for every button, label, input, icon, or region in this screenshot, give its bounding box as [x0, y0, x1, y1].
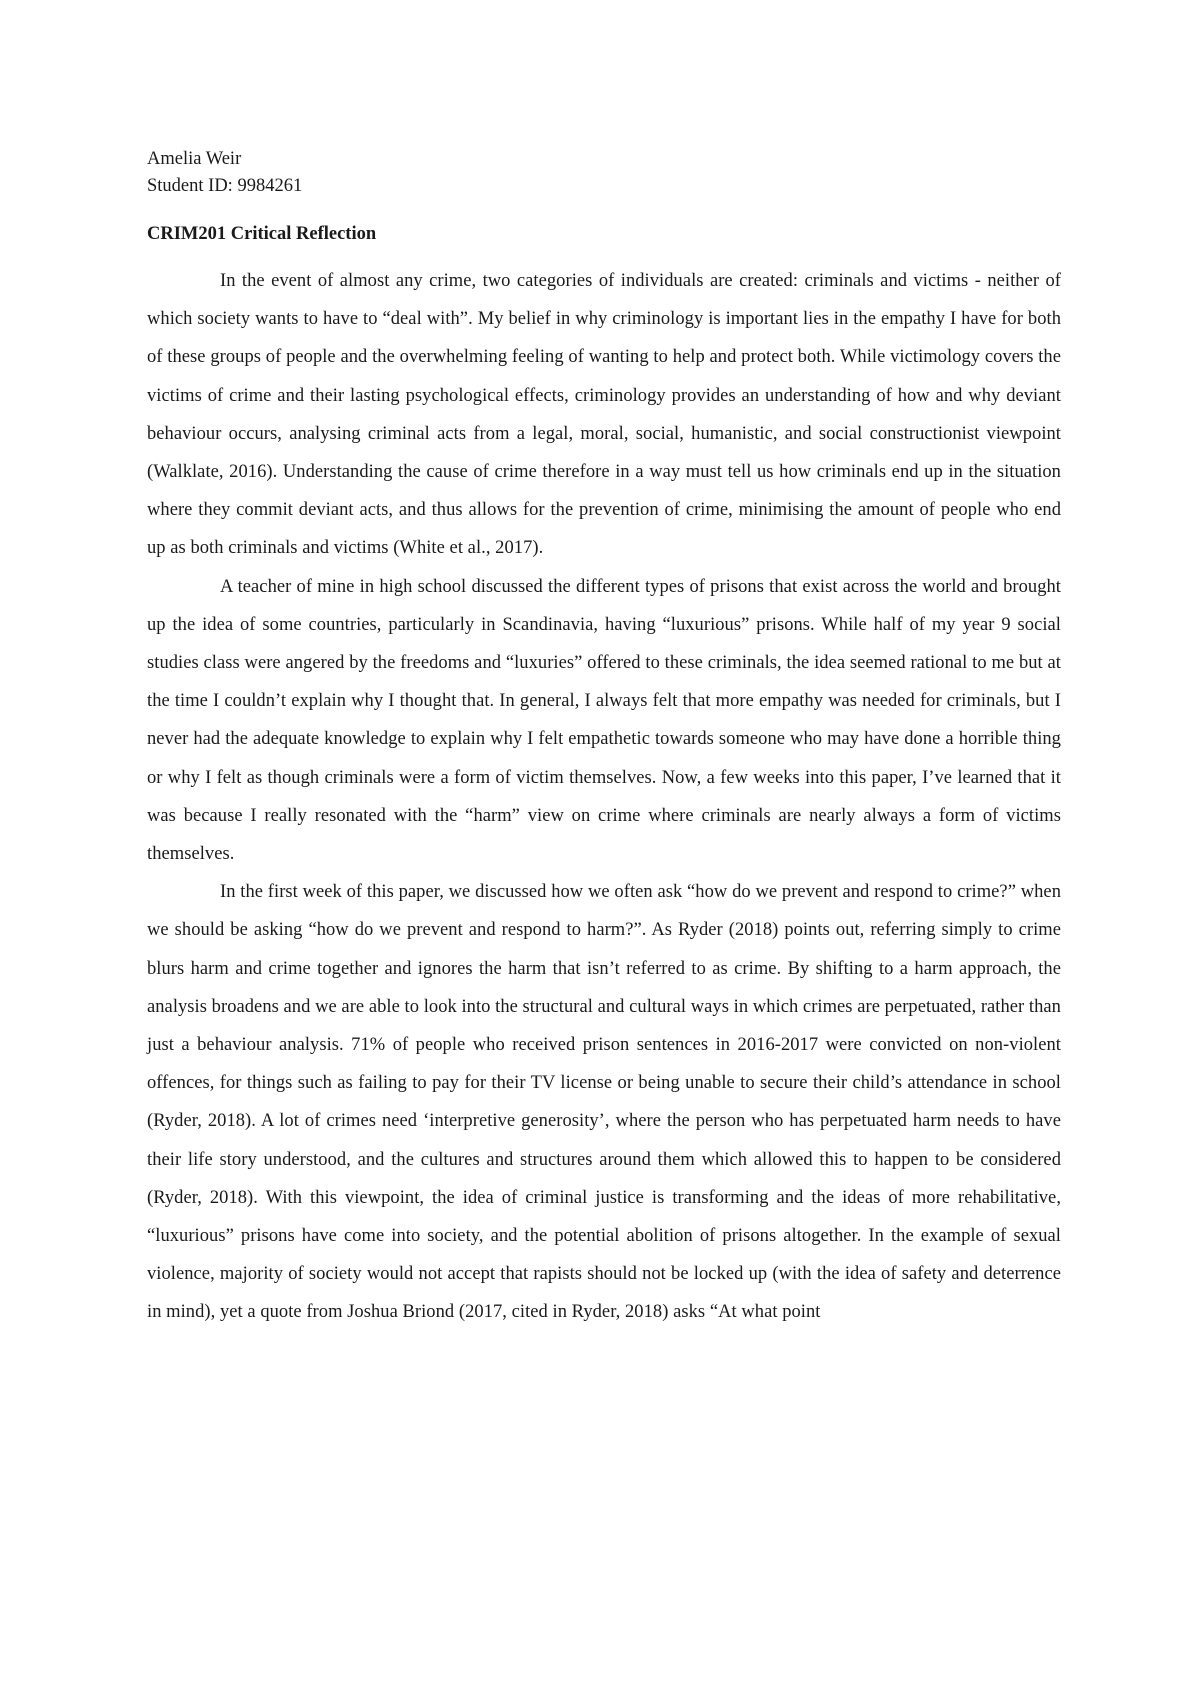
- author-name: Amelia Weir: [147, 149, 242, 169]
- paragraph-2: A teacher of mine in high school discussed the different types of prisons that exist across the world and brought up the idea of some countries, particularly in Scandinavia, having “luxurious” prisons. While half of my year 9 social studies class were angered by the freedoms and “luxuries” offered to these criminals, the idea seemed rational to me but at the time I couldn’t explain why I thought that. In general, I always felt that more empathy was needed for criminals, but I never had the adequate knowledge to explain why I felt empathetic towards someone who may have done a horrible thing or why I felt as though criminals were a form of victim themselves. Now, a few weeks into this paper, I’ve learned that it was because I really resonated with the “harm” view on crime where criminals are nearly always a form of victims themselves.: [147, 576, 1061, 865]
- paragraph-1: In the event of almost any crime, two categories of individuals are created: criminals and victims - neither of which society wants to have to “deal with”. My belief in why criminology is important lies in the empathy I have for both of these groups of people and the overwhelming feeling of wanting to help and protect both. While victimology covers the victims of crime and their lasting psychological effects, criminology provides an understanding of how and why deviant behaviour occurs, analysing criminal acts from a legal, moral, social, humanistic, and social constructionist viewpoint (Walklate, 2016). Understanding the cause of crime therefore in a way must tell us how criminals end up in the situation where they commit deviant acts, and thus allows for the prevention of crime, minimising the amount of people who end up as both criminals and victims (White et al., 2017).: [147, 271, 1061, 559]
- document-title: CRIM201 Critical Reflection: [147, 224, 377, 244]
- paragraph-3: In the first week of this paper, we discussed how we often ask “how do we prevent and respond to crime?” when we should be asking “how do we prevent and respond to harm?”. As Ryder (2018) points out, referring simply to crime blurs harm and crime together and ignores the harm that isn’t referred to as crime. By shifting to a harm approach, the analysis broadens and we are able to look into the structural and cultural ways in which crimes are perpetuated, rather than just a behaviour analysis. 71% of people who received prison sentences in 2016-2017 were convicted on non-violent offences, for things such as failing to pay for their TV license or being unable to secure their child’s attendance in school (Ryder, 2018). A lot of crimes need ‘interpretive generosity’, where the person who has perpetuated harm needs to have their life story understood, and the cultures and structures around them which allowed this to happen to be considered (Ryder, 2018). With this viewpoint, the idea of criminal justice is transforming and the ideas of more rehabilitative, “luxurious” prisons have come into society, and the potential abolition of prisons altogether. In the example of sexual violence, majority of society would not accept that rapists should not be locked up (with the idea of safety and deterrence in mind), yet a quote from Joshua Briond (2017, cited in Ryder, 2018) asks “At what point: [147, 882, 1061, 1323]
- document-page: [147, 146, 1061, 1332]
- student-id: Student ID: 9984261: [147, 176, 303, 196]
